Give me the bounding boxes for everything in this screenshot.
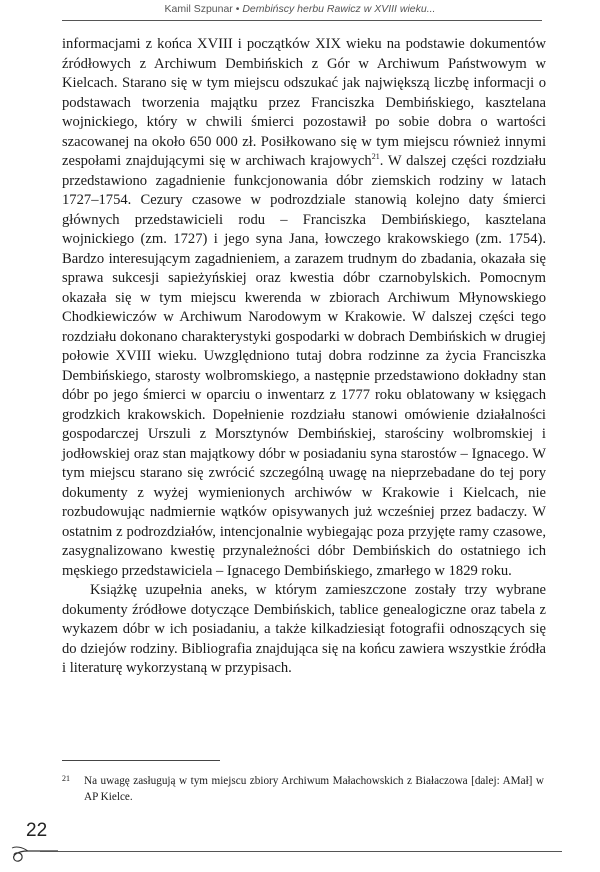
- header-separator: •: [232, 3, 243, 15]
- footnote: [62, 773, 546, 805]
- footnote-rule: [62, 760, 220, 761]
- paragraph-2: Książkę uzupełnia aneks, w którym zamieszczone zostały trzy wybrane dokumenty źródłowe dotyczące Dembińskich, tablice genealogiczne oraz tabela z wykazem dóbr w ich posiadaniu, a także kilkadziesiąt fotografii odnoszących się do dziejów rodziny. Bibliografia znajdująca się na końcu zawiera wszystkie źródła i literaturę wykorzystaną w przypisach.: [62, 582, 546, 676]
- footer-rule: [40, 851, 562, 852]
- main-text: [62, 35, 546, 679]
- page-number: 22: [26, 820, 48, 841]
- header-rule: [62, 20, 542, 21]
- header-author: Kamil Szpunar: [164, 3, 233, 15]
- paragraph-1: [62, 35, 546, 581]
- paragraph-1-part-2: . W dalszej części rozdziału przedstawiono zagadnienie funkcjonowania dóbr ziemskich rodziny w latach 1727–1754. Cezury czasowe w podrozdziale stanowią kolejno daty śmierci głównych przedstawicieli rodu – Franciszka Dembińskiego, kasztelana wojnickiego (zm. 1727) i jego syna Jana, łowczego krakowskiego (zm. 1754). Bardzo interesującym zagadnieniem, a zarazem trudnym do zbadania, okazała się sprawa sukcesji sapieżyńskiej oraz kwestia dóbr czarnobylskich. Pomocnym okazała się w tym miejscu kwerenda w zbiorach Archiwum Młynowskiego Chodkiewiczów w Archiwum Narodowym w Krakowie. W dalszej części tego rozdziału dokonano charakterystyki gospodarki w dobrach Dembińskich w drugiej połowie XVIII wieku. Uwzględniono tutaj dobra rodzinne za życia Franciszka Dembińskiego, starosty wolbromskiego, a następnie przedstawiono dokładny stan dóbr po jego śmierci w oparciu o inwentarz z 1777 roku oblatowany w księgach grodzkich krakowskich. Dopełnienie rozdziału stanowi omówienie działalności gospodarczej Urszuli z Morsztynów Dembińskiej, starościny wolbromskiej i jodłowskiej oraz stan majątkowy dóbr w posiadaniu syna starostów – Ignacego. W tym miejscu starano się zwrócić szczególną uwagę na nieprzebadane do tej pory dokumenty z wyżej wymienionych archiwów w Krakowie i Kielcach, nie rozbudowując nadmiernie wątków opisywanych już wcześniej przez badaczy. W ostatnim z podrozdziałów, intencjonalnie wybiegając poza przyjęte ramy czasowe, zasygnalizowano kwestię przynależności dóbr Dembińskich do ostatniego ich męskiego przedstawiciela – Ignacego Dembińskiego, zmarłego w 1829 roku.: [62, 153, 546, 579]
- footnote-reference[interactable]: 21: [371, 152, 380, 162]
- footnote-text: Na uwagę zasługują w tym miejscu zbiory Archiwum Małachowskich z Białaczowa [dalej: AMał] w AP Kielce.: [84, 775, 544, 803]
- paragraph-1-part-1: informacjami z końca XVIII i początków XIX wieku na podstawie dokumentów źródłowych z Archiwum Dembińskich z Gór w Archiwum Państwowym w Kielcach. Starano się w tym miejscu odszukać jak największą liczbę informacji o podstawach tworzenia majątku przez Franciszka Dembińskiego, kasztelana wojnickiego, który w chwili śmierci pozostawił po sobie dobra o wartości szacowanej na około 650 000 zł. Posiłkowano się w tym miejscu również innymi zespołami znajdującymi się w archiwach krajowych: [62, 36, 546, 169]
- running-header: [62, 3, 538, 15]
- header-title: Dembińscy herbu Rawicz w XVIII wieku...: [242, 3, 436, 15]
- footnote-number: 21: [62, 774, 70, 783]
